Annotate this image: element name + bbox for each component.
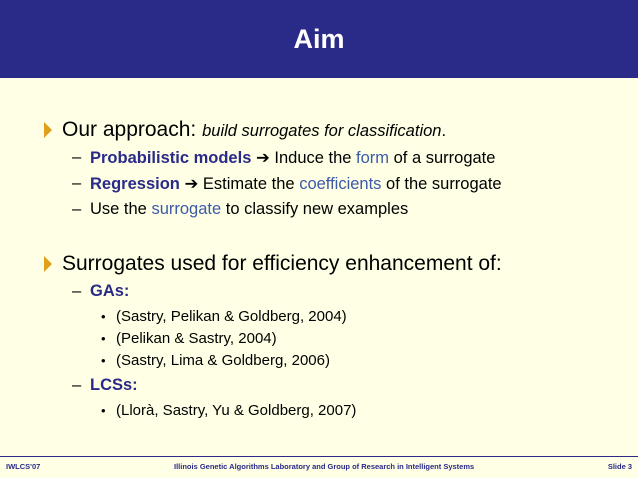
text: of the surrogate xyxy=(381,175,502,193)
bullet-dot: • xyxy=(101,403,106,418)
sub-item-regression xyxy=(90,174,502,194)
text: of a surrogate xyxy=(389,149,496,167)
footer-conference: IWLCS'07 xyxy=(6,462,41,471)
bullet-triangle-icon xyxy=(44,122,52,138)
footer-lab: Illinois Genetic Algorithms Laboratory and Group of Research in Intelligent Systems xyxy=(174,462,475,471)
ref-item: (Sastry, Pelikan & Goldberg, 2004) xyxy=(116,308,347,325)
ref-item: (Pelikan & Sastry, 2004) xyxy=(116,330,277,347)
text: Induce the xyxy=(269,149,357,167)
text: to classify new examples xyxy=(221,200,409,218)
bullet-approach xyxy=(62,118,446,142)
ref-item: (Llorà, Sastry, Yu & Goldberg, 2007) xyxy=(116,402,357,419)
bullet-dot: • xyxy=(101,309,106,324)
arrow-icon: ➔ xyxy=(184,175,199,193)
approach-period: . xyxy=(441,122,447,140)
sub-item-probabilistic xyxy=(90,148,495,168)
arrow-icon: ➔ xyxy=(255,149,270,167)
approach-label: Our approach: xyxy=(62,118,203,141)
dash: – xyxy=(72,174,82,192)
sub-item-use-surrogate xyxy=(90,200,408,219)
gas-label: GAs: xyxy=(90,282,130,300)
bullet-dot: • xyxy=(101,353,106,368)
highlight-term: coefficients xyxy=(299,175,382,193)
dash: – xyxy=(72,200,82,218)
footer-slide-number: Slide 3 xyxy=(607,462,632,471)
highlight-term: form xyxy=(356,149,390,167)
bullet-triangle-icon xyxy=(44,256,52,272)
slide-title: Aim xyxy=(293,24,345,54)
key-term: Probabilistic models xyxy=(90,149,252,167)
dash: – xyxy=(72,376,82,394)
highlight-term: surrogate xyxy=(151,200,222,218)
ref-item: (Sastry, Lima & Goldberg, 2006) xyxy=(116,352,330,369)
footer-divider xyxy=(0,456,638,457)
approach-text: build surrogates for classification xyxy=(202,122,442,140)
text: Use the xyxy=(90,200,152,218)
dash: – xyxy=(72,148,82,166)
lcss-label: LCSs: xyxy=(90,376,138,394)
dash: – xyxy=(72,282,82,300)
text: Estimate the xyxy=(198,175,300,193)
key-term: Regression xyxy=(90,175,180,193)
bullet-surrogates-used: Surrogates used for efficiency enhancement of: xyxy=(62,252,502,275)
bullet-dot: • xyxy=(101,331,106,346)
